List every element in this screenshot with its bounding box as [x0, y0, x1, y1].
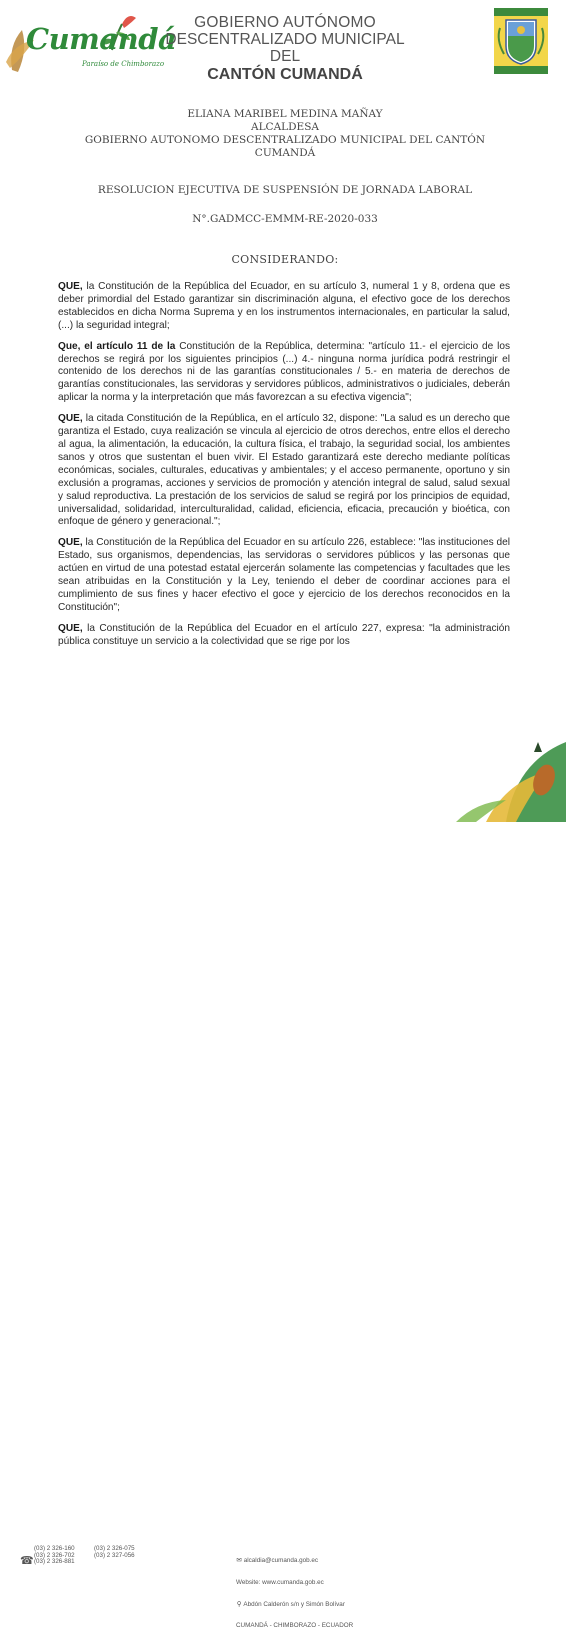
footer-phones-col2: (03) 2 326-075 (03) 2 327-056 — [94, 1545, 135, 1559]
issuer-name: ELIANA MARIBEL MEDINA MAÑAY — [187, 108, 383, 120]
institution-title-line3: CANTÓN CUMANDÁ — [207, 66, 363, 83]
paragraph — [58, 537, 510, 614]
paragraph — [58, 281, 510, 333]
document-body — [58, 281, 510, 657]
paragraph-lead: Que, el artículo 11 de la — [58, 340, 176, 352]
email-icon: ✉ — [236, 1557, 242, 1565]
paragraph-lead: QUE, — [58, 281, 83, 292]
coat-of-arms-icon — [492, 6, 550, 76]
paragraph-lead: QUE, — [58, 537, 83, 549]
issuer-block — [40, 108, 530, 160]
paragraph-text: la Constitución de la República del Ecuador en su artículo 226, establece: "las instituciones del Estado, sus organismos, dependencias, las servidoras o servidores públicos y las personas que actúen en virtud de una potestad estatal ejercerán solamente las competencias y facultades que les sean atribuidas en la Constitución y la Ley, teniendo el deber de coordinar acciones para el cumplimiento de sus fines y hacer efectivo el goce y ejercicio de los derechos reconocidos en la Constitución"; — [58, 537, 510, 613]
paragraph — [58, 341, 510, 406]
footer-website: Website: www.cumanda.gob.ec — [236, 1579, 324, 1587]
logo-wordmark: Cumandá — [26, 22, 177, 56]
location-pin-icon: ⚲ — [236, 1600, 242, 1608]
paragraph-text: la Constitución de la República del Ecuador en el artículo 227, expresa: "la administración pública constituye un servicio a la colectividad que se rige por los — [58, 622, 510, 647]
paragraph-text: la citada Constitución de la República, en el artículo 32, dispone: "La salud es un derecho que garantiza el Estado, cuya realización se vincula al ejercicio de otros derechos, entre ellos el derecho al agua, la alimentación, la educación, la cultura física, el trabajo, la seguridad social, los ambientes sanos y otros que sustentan el buen vivir. El Estado garantizará este derecho mediante políticas económicas, sociales, culturales, educativas y ambientales; y el acceso permanente, oportuno y sin exclusión a programas, acciones y servicios de promoción y atención integral de salud, salud sexual y salud reproductiva. La prestación de los servicios de salud se regirá por los principios de equidad, universalidad, solidaridad, interculturalidad, calidad, eficiencia, eficacia, precaución y bioética, con enfoque de género y generacional."; — [58, 413, 510, 528]
paragraph — [58, 413, 510, 529]
resolution-title: RESOLUCION EJECUTIVA DE SUSPENSIÓN DE JORNADA LABORAL — [97, 184, 473, 196]
footer-location: CUMANDÁ - CHIMBORAZO - ECUADOR — [236, 1622, 354, 1630]
resolution-number: N°.GADMCC-EMMM-RE-2020-033 — [192, 213, 378, 225]
considerando-heading: CONSIDERANDO: — [231, 253, 339, 266]
issuer-org-line2: CUMANDÁ — [254, 147, 316, 159]
institution-title-line2: DESCENTRALIZADO MUNICIPAL DEL — [165, 31, 405, 65]
footer-address: Abdón Calderón s/n y Simón Bolívar — [243, 1600, 345, 1608]
issuer-org-line1: GOBIERNO AUTONOMO DESCENTRALIZADO MUNICIPAL DEL CANTÓN — [84, 134, 486, 146]
institution-title-line1: GOBIERNO AUTÓNOMO — [194, 14, 376, 31]
letterhead-footer — [0, 760, 566, 1630]
footer-phones-col1: (03) 2 326-160 (03) 2 326-702 (03) 2 326-881 — [34, 1545, 75, 1565]
letterhead — [0, 0, 566, 95]
paragraph-lead: QUE, — [58, 413, 83, 425]
institution-title — [150, 14, 420, 84]
phone-icon: ☎ — [20, 1555, 34, 1567]
paragraph-text: la Constitución de la República del Ecuador, en su artículo 3, numeral 1 y 8, ordena que es deber primordial del Estado garantizar sin discriminación alguna, el efectivo goce de los derechos establecidos en dicha Norma Suprema y en los instrumentos internacionales, en particular la salud, (...) la seguridad integral; — [58, 281, 510, 331]
logo-tagline: Paraíso de Chimborazo — [82, 60, 165, 68]
footer-email: alcaldia@cumanda.gob.ec — [243, 1557, 319, 1565]
issuer-role: ALCALDESA — [250, 121, 319, 133]
footer-contact — [236, 1543, 353, 1644]
paragraph-text: Constitución de la República, determina: "artículo 11.- el ejercicio de los derechos se regirá por los siguientes principios (...) 4.- ninguna norma jurídica podrá restringir el contenido de los derechos ni de las garantías constitucionales / 5.- en materia de derechos de garantías constitucionales, las servidoras y servidores públicos, administrativos o judiciales, deberán aplicar la norma y la interpretación que más favorezcan a su efectiva vigencia"; — [58, 340, 510, 404]
paragraph — [58, 623, 510, 649]
paragraph-lead: QUE, — [58, 622, 83, 634]
